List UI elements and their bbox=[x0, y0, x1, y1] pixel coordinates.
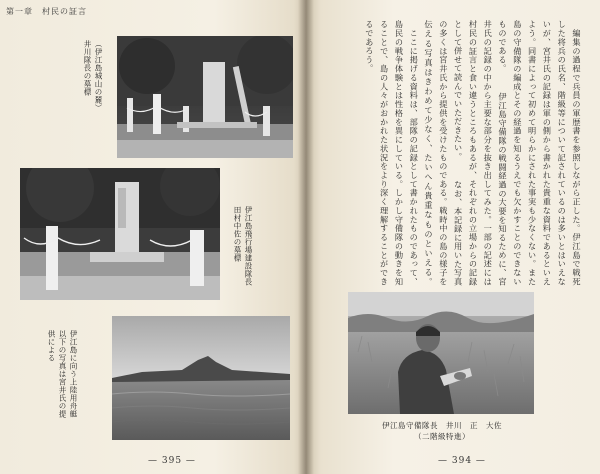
photo-caption-landing-craft: 伊江島に向う上陸用舟艇 以下の写真は宮井氏の提 供による bbox=[47, 330, 78, 418]
photo-caption-commander: 伊江島守備隊長 井川 正 大佐 （二階級特進） bbox=[382, 421, 502, 441]
photo-ikawa-grave bbox=[117, 36, 293, 158]
photo-tamura-grave bbox=[20, 168, 220, 300]
page-number-right: — 394 — bbox=[438, 456, 486, 466]
photo-commander-portrait bbox=[348, 292, 534, 414]
running-header: 第一章 村民の証言 bbox=[6, 7, 87, 16]
photo-landing-craft bbox=[112, 316, 290, 440]
photo-caption-ikawa-grave: （伊江島城山の麓） 井川隊長の墓標 bbox=[83, 40, 103, 112]
book-gutter bbox=[298, 0, 314, 474]
page-number-left: — 395 — bbox=[148, 456, 196, 466]
photo-caption-tamura-grave: 伊江島飛行場建設隊長 田村中佐の墓標 bbox=[233, 206, 253, 286]
body-text: 編集の過程で兵員の軍歴書を参照しながら正した。伊江島で戦死した将兵の氏名、階級等について記されているのは多いとはいえないが、宮井氏の記録は軍の側から書かれた貴重な資料であるといえよう。同書によって初めて明らかにされた事実も少なくない。また島の守備隊の編成とその経過を知るうえでも欠かすことのできないものである。 伊江島守備隊の戦闘経過の大要を知るために、宮井氏の記録の中から主要な部分を抜き出してみた。一部の記述には村民の証言と食い違うところもあるが、それぞれの立場からの記録として併せて読んでいただきたい。 なお、本記録に用いた写真の多くは宮井氏から提供を受けたものである。戦時中の島の様子を伝える写真はきわめて少なく、たいへん貴重なものといえる。 ここに掲げる資料は、部隊の記録として書かれたものであって、島民の戦争体験とは性格を異にしている。しかし守備隊の動きを知ることで、島の人々がおかれた状況をより深く理解することができるであろう。 bbox=[364, 20, 582, 286]
